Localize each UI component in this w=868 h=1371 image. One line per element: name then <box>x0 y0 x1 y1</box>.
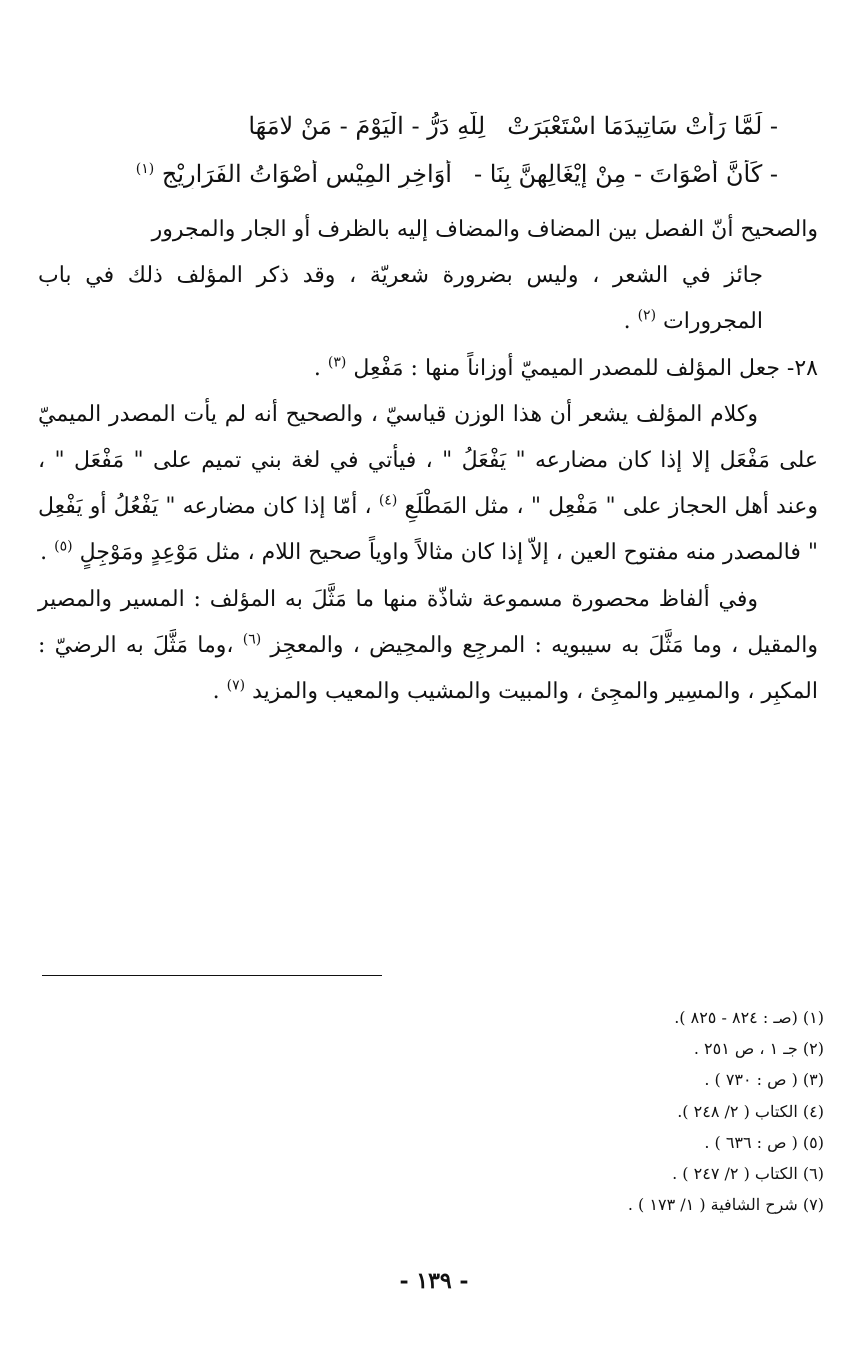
paragraph-2-part-1: وكلام المؤلف يشعر أن هذا الوزن قياسيّ ، والصحيح أنه لم يأت المصدر الميميّ على مَفْعَل إلا إذا كان مضارعه " يَفْعَلُ " ، فيأتي في لغة بني تميم على " مَفْعَل " ، وعند أهل الحجاز على " مَفْعِل " ، مثل المَطْلَعِ <box>38 401 818 520</box>
page-number: - ١٣٩ - <box>399 1268 469 1294</box>
paragraph-2-part-2: ، أمّا إذا كان مضارعه " يَفْعُلُ أو يَفْعِل " فالمصدر منه مفتوح العين ، إلاّ إذا كان مثالاً واوياً صحيح اللام ، مثل مَوْعِدٍ ومَوْجِلٍ <box>38 494 818 566</box>
verse-line-1 <box>38 112 778 141</box>
footnote-ref-1: (١) <box>135 161 155 177</box>
footnote-ref-4: (٤) <box>378 492 398 509</box>
footnote-separator <box>42 975 382 976</box>
verse-1-second-hemistich: لِلّهِ دَرُّ - الْيَوْمَ - مَنْ لامَهَا <box>248 112 486 140</box>
item-28 <box>38 346 818 392</box>
footnote-ref-6: (٦) <box>242 631 262 648</box>
verse-2-second-hemistich: أَوَاخِرِ المِيْسِ أَصْوَاتُ الفَرَارِيْجِ <box>161 160 452 188</box>
paragraph-2-end: . <box>40 540 48 566</box>
item-28-end: . <box>313 355 321 381</box>
footnote-item: (١) (صـ : ٨٢٤ - ٨٢٥ ). <box>674 1008 824 1027</box>
footnote-item: (٤) الكتاب ( ٢/ ٢٤٨ ). <box>677 1101 824 1121</box>
verse-2-first-hemistich: - كَأَنَّ أَصْوَاتَ - مِنْ إِيْغَالِهِنَّ بِنَا - <box>473 160 778 188</box>
paragraph-3-end: . <box>212 678 220 704</box>
footnote-item: (٧) شرح الشافية ( ١/ ١٧٣ ) . <box>627 1195 824 1215</box>
paragraph-3-part-2: ،وما مَثَّلَ به الرضيّ : المكبِر ، والمسِير والمجِئ ، والمبيت والمشيب والمعيب والمزيد <box>38 632 818 704</box>
footnote-item: (٢) جـ ١ ، ص ٢٥١ . <box>693 1039 824 1059</box>
footnote-item: (٦) الكتاب ( ٢/ ٢٤٧ ) . <box>672 1163 824 1183</box>
paragraph-1-indented-text: جائز في الشعر ، وليس بضرورة شعريّة ، وقد ذكر المؤلف ذلك في باب المجرورات <box>38 263 763 335</box>
footnote-ref-7: (٧) <box>226 677 246 694</box>
paragraph-1-end: . <box>623 309 631 335</box>
paragraph-1-text: والصحيح أنّ الفصل بين المضاف والمضاف إليه بالظرف أو الجار والمجرور <box>151 217 818 242</box>
item-28-text: ٢٨- جعل المؤلف للمصدر الميميّ أوزاناً منها : مَفْعِل <box>353 355 818 381</box>
paragraph-1-continuation <box>38 253 818 345</box>
footnote-item: (٣) ( ص : ٧٣٠ ) . <box>704 1070 824 1090</box>
footnote-ref-3: (٣) <box>327 354 347 371</box>
paragraph-2 <box>38 392 818 577</box>
footnotes-list <box>404 1002 824 1220</box>
paragraph-1 <box>38 207 818 253</box>
verse-line-2 <box>38 160 778 189</box>
footnote-ref-5: (٥) <box>54 538 73 555</box>
footnote-item: (٥) ( ص : ٦٣٦ ) . <box>704 1132 824 1152</box>
paragraph-3 <box>38 577 818 716</box>
paragraph-3-part-1: وفي ألفاظ محصورة مسموعة شاذّة منها ما مَثَّلَ به المؤلف : المسير والمصير والمقيل ، وما مَثَّلَ به سيبويه : المرجِع والمحِيض ، والمعجِز <box>38 586 818 658</box>
verse-1-first-hemistich: - لَمَّا رَأَتْ سَاتِيدَمَا اسْتَعْبَرَتْ <box>507 112 778 140</box>
footnote-ref-2: (٢) <box>637 308 657 325</box>
main-text <box>38 207 818 715</box>
